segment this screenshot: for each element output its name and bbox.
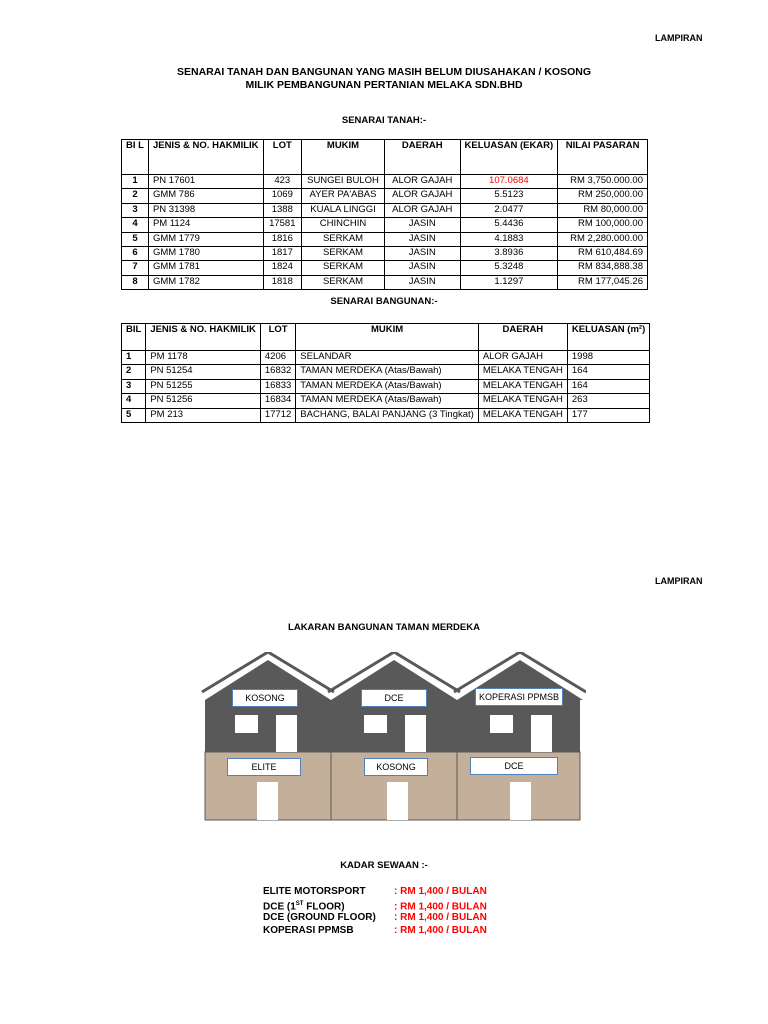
upper-door-1 xyxy=(276,715,297,752)
lot-cell: 1824 xyxy=(263,261,302,275)
rental-heading: KADAR SEWAAN :- xyxy=(340,860,428,871)
bil-cell: 5 xyxy=(122,232,149,246)
land-row xyxy=(122,175,648,189)
building-row xyxy=(122,365,650,379)
bil-cell: 5 xyxy=(122,408,146,422)
rental-label-text: ELITE MOTORSPORT xyxy=(263,886,366,897)
rental-label xyxy=(263,911,394,924)
upper-door-2 xyxy=(405,715,426,752)
hakmilik-cell: GMM 1780 xyxy=(148,246,263,260)
mukim-cell: TAMAN MERDEKA (Atas/Bawah) xyxy=(296,365,479,379)
keluasan-cell: 263 xyxy=(567,394,649,408)
bil-cell: 2 xyxy=(122,365,146,379)
nilai-cell: RM 610,484.69 xyxy=(558,246,648,260)
mukim-cell: TAMAN MERDEKA (Atas/Bawah) xyxy=(296,394,479,408)
nilai-cell: RM 834,888.38 xyxy=(558,261,648,275)
col-header-lot: LOT xyxy=(260,324,295,351)
daerah-cell: JASIN xyxy=(384,275,460,289)
hakmilik-cell: PN 51256 xyxy=(146,394,261,408)
rental-label-text: DCE (GROUND FLOOR) xyxy=(263,912,376,923)
unit-label-lower-2: KOSONG xyxy=(364,758,428,776)
hakmilik-cell: GMM 1781 xyxy=(148,261,263,275)
col-header-nilai: NILAI PASARAN xyxy=(558,140,648,175)
rental-label-suffix: FLOOR) xyxy=(303,901,345,913)
col-header-bil: BIL xyxy=(122,324,146,351)
col-header-mukim: MUKIM xyxy=(296,324,479,351)
keluasan-cell: 164 xyxy=(567,379,649,393)
mukim-cell: TAMAN MERDEKA (Atas/Bawah) xyxy=(296,379,479,393)
col-header-hakmilik: JENIS & NO. HAKMILIK xyxy=(148,140,263,175)
building-sketch xyxy=(200,652,586,822)
col-header-daerah: DAERAH xyxy=(384,140,460,175)
rental-label xyxy=(263,924,394,937)
lot-cell: 423 xyxy=(263,175,302,189)
land-row xyxy=(122,203,648,217)
col-header-mukim: MUKIM xyxy=(302,140,385,175)
land-row xyxy=(122,218,648,232)
unit-label-upper-2: DCE xyxy=(361,689,427,707)
daerah-cell: MELAKA TENGAH xyxy=(478,365,567,379)
hakmilik-cell: PN 51254 xyxy=(146,365,261,379)
lot-cell: 1069 xyxy=(263,189,302,203)
hakmilik-cell: GMM 786 xyxy=(148,189,263,203)
col-header-lot: LOT xyxy=(263,140,302,175)
upper-window-2 xyxy=(364,715,387,733)
upper-floor xyxy=(205,700,580,752)
nilai-cell: RM 80,000.00 xyxy=(558,203,648,217)
keluasan-cell: 177 xyxy=(567,408,649,422)
unit-label-upper-3: KOPERASI PPMSB xyxy=(475,688,563,706)
land-row xyxy=(122,189,648,203)
lot-cell: 16832 xyxy=(260,365,295,379)
lot-cell: 1817 xyxy=(263,246,302,260)
lot-cell: 4206 xyxy=(260,351,295,365)
rental-row xyxy=(263,885,487,898)
keluasan-cell: 5.3248 xyxy=(460,261,558,275)
lot-cell: 1816 xyxy=(263,232,302,246)
rental-row xyxy=(263,924,487,937)
rental-value: : RM 1,400 / BULAN xyxy=(394,912,487,923)
mukim-cell: KUALA LINGGI xyxy=(302,203,385,217)
mukim-cell: SERKAM xyxy=(302,232,385,246)
daerah-cell: ALOR GAJAH xyxy=(384,189,460,203)
bil-cell: 8 xyxy=(122,275,149,289)
ground-door-2 xyxy=(387,782,408,820)
rental-row xyxy=(263,911,487,924)
lot-cell: 16833 xyxy=(260,379,295,393)
nilai-cell: RM 3,750.000.00 xyxy=(558,175,648,189)
daerah-cell: ALOR GAJAH xyxy=(384,175,460,189)
bil-cell: 2 xyxy=(122,189,149,203)
rental-label-sup: ST xyxy=(295,901,304,907)
hakmilik-cell: PN 51255 xyxy=(146,379,261,393)
building-table xyxy=(121,323,650,423)
col-header-daerah: DAERAH xyxy=(478,324,567,351)
bil-cell: 1 xyxy=(122,175,149,189)
mukim-cell: SERKAM xyxy=(302,275,385,289)
daerah-cell: JASIN xyxy=(384,218,460,232)
page-title xyxy=(0,66,768,92)
rental-value: : RM 1,400 / BULAN xyxy=(394,886,487,897)
daerah-cell: JASIN xyxy=(384,246,460,260)
keluasan-cell: 164 xyxy=(567,365,649,379)
hakmilik-cell: PM 1178 xyxy=(146,351,261,365)
unit-label-lower-3: DCE xyxy=(470,757,558,775)
title-line-1: SENARAI TANAH DAN BANGUNAN YANG MASIH BELUM DIUSAHAKAN / KOSONG xyxy=(177,66,591,78)
unit-label-lower-1: ELITE xyxy=(227,758,301,776)
hakmilik-cell: PM 213 xyxy=(146,408,261,422)
land-row xyxy=(122,275,648,289)
land-row xyxy=(122,261,648,275)
col-header-keluasan: KELUASAN (EKAR) xyxy=(460,140,558,175)
daerah-cell: ALOR GAJAH xyxy=(478,351,567,365)
building-row xyxy=(122,394,650,408)
lampiran-label-2: LAMPIRAN xyxy=(655,576,703,586)
lot-cell: 17581 xyxy=(263,218,302,232)
rental-label xyxy=(263,885,394,898)
bil-cell: 7 xyxy=(122,261,149,275)
bil-cell: 4 xyxy=(122,394,146,408)
keluasan-cell: 5.5123 xyxy=(460,189,558,203)
keluasan-cell: 1998 xyxy=(567,351,649,365)
bil-cell: 3 xyxy=(122,203,149,217)
unit-label-upper-1: KOSONG xyxy=(232,689,298,707)
building-table-header xyxy=(122,324,650,351)
mukim-cell: BACHANG, BALAI PANJANG (3 Tingkat) xyxy=(296,408,479,422)
ground-door-3 xyxy=(510,782,531,820)
daerah-cell: JASIN xyxy=(384,261,460,275)
ground-door-1 xyxy=(257,782,278,820)
keluasan-cell: 1.1297 xyxy=(460,275,558,289)
hakmilik-cell: PN 31398 xyxy=(148,203,263,217)
daerah-cell: MELAKA TENGAH xyxy=(478,408,567,422)
keluasan-cell: 2.0477 xyxy=(460,203,558,217)
keluasan-cell: 5.4436 xyxy=(460,218,558,232)
hakmilik-cell: GMM 1779 xyxy=(148,232,263,246)
land-table-header xyxy=(122,140,648,175)
hakmilik-cell: GMM 1782 xyxy=(148,275,263,289)
land-list-heading: SENARAI TANAH:- xyxy=(341,115,427,126)
land-table xyxy=(121,139,648,290)
col-header-keluasan: KELUASAN (m²) xyxy=(567,324,649,351)
lot-cell: 1388 xyxy=(263,203,302,217)
nilai-cell: RM 2,280.000.00 xyxy=(558,232,648,246)
nilai-cell: RM 250,000.00 xyxy=(558,189,648,203)
land-row xyxy=(122,246,648,260)
lot-cell: 16834 xyxy=(260,394,295,408)
bil-cell: 1 xyxy=(122,351,146,365)
rental-value: : RM 1,400 / BULAN xyxy=(394,925,487,936)
keluasan-cell: 3.8936 xyxy=(460,246,558,260)
bil-cell: 6 xyxy=(122,246,149,260)
upper-door-3 xyxy=(531,715,552,752)
mukim-cell: CHINCHIN xyxy=(302,218,385,232)
daerah-cell: JASIN xyxy=(384,232,460,246)
col-header-hakmilik: JENIS & NO. HAKMILIK xyxy=(146,324,261,351)
keluasan-cell: 4.1883 xyxy=(460,232,558,246)
daerah-cell: ALOR GAJAH xyxy=(384,203,460,217)
lot-cell: 1818 xyxy=(263,275,302,289)
rental-label-text: KOPERASI PPMSB xyxy=(263,925,354,936)
hakmilik-cell: PN 17601 xyxy=(148,175,263,189)
mukim-cell: SELANDAR xyxy=(296,351,479,365)
building-row xyxy=(122,351,650,365)
mukim-cell: SUNGEI BULOH xyxy=(302,175,385,189)
keluasan-cell: 107.0684 xyxy=(460,175,558,189)
hakmilik-cell: PM 1124 xyxy=(148,218,263,232)
mukim-cell: SERKAM xyxy=(302,261,385,275)
lampiran-label: LAMPIRAN xyxy=(655,33,703,43)
nilai-cell: RM 177,045.26 xyxy=(558,275,648,289)
mukim-cell: SERKAM xyxy=(302,246,385,260)
building-list-heading: SENARAI BANGUNAN:- xyxy=(330,296,438,307)
sketch-heading: LAKARAN BANGUNAN TAMAN MERDEKA xyxy=(288,622,480,633)
bil-cell: 3 xyxy=(122,379,146,393)
rental-value: : RM 1,400 / BULAN xyxy=(394,901,487,913)
building-row xyxy=(122,379,650,393)
upper-window-1 xyxy=(235,715,258,733)
lot-cell: 17712 xyxy=(260,408,295,422)
daerah-cell: MELAKA TENGAH xyxy=(478,379,567,393)
bil-cell: 4 xyxy=(122,218,149,232)
daerah-cell: MELAKA TENGAH xyxy=(478,394,567,408)
col-header-bil: BI L xyxy=(122,140,149,175)
land-row xyxy=(122,232,648,246)
building-sketch-drawing xyxy=(200,652,586,822)
title-line-2: MILIK PEMBANGUNAN PERTANIAN MELAKA SDN.BHD xyxy=(245,79,523,91)
rental-label-text: DCE (1 xyxy=(263,901,296,913)
upper-window-3 xyxy=(490,715,513,733)
nilai-cell: RM 100,000.00 xyxy=(558,218,648,232)
building-row xyxy=(122,408,650,422)
mukim-cell: AYER PA'ABAS xyxy=(302,189,385,203)
